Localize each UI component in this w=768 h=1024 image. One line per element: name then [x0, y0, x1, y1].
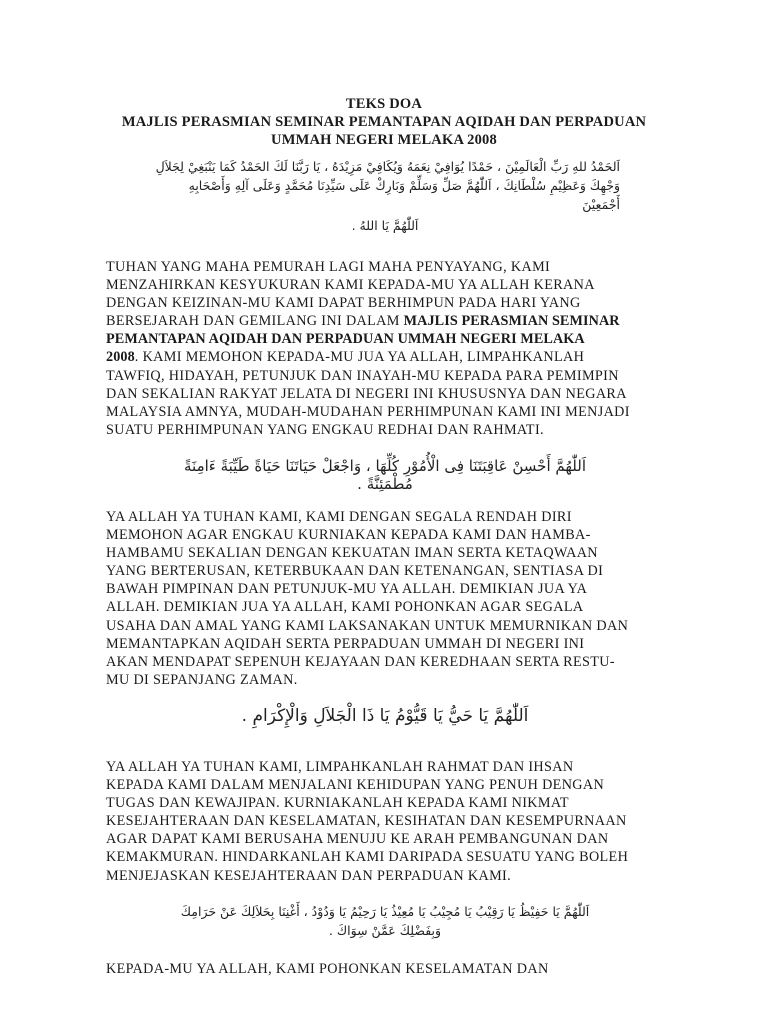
paragraph-line: MEMOHON AGAR ENGKAU KURNIAKAN KEPADA KAMI DAN HAMBA- — [106, 527, 591, 544]
paragraph-line: YANG BERTERUSAN, KETERBUKAAN DAN KETENANGAN, SENTIASA DI — [106, 563, 604, 580]
paragraph-line: MENZAHIRKAN KESYUKURAN KAMI KEPADA-MU YA ALLAH KERANA — [106, 277, 595, 294]
paragraph-line: BAWAH PIMPINAN DAN PETUNJUK-MU YA ALLAH. DEMIKIAN JUA YA — [106, 581, 588, 598]
paragraph-line: TAWFIQ, HIDAYAH, PETUNJUK DAN INAYAH-MU KEPADA PARA PEMIMPIN — [106, 367, 619, 384]
prayer-paragraph — [106, 508, 666, 689]
paragraph-line — [106, 312, 666, 330]
document-title — [90, 95, 678, 149]
paragraph-text: BERSEJARAH DAN GEMILANG INI DALAM — [106, 313, 404, 330]
prayer-paragraph — [106, 258, 666, 439]
paragraph-text: . KAMI MEMOHON KEPADA-MU JUA YA ALLAH, LIMPAHKANLAH — [134, 349, 585, 366]
paragraph-line: YA ALLAH YA TUHAN KAMI, LIMPAHKANLAH RAHMAT DAN IHSAN — [106, 759, 574, 775]
paragraph-line: MALAYSIA AMNYA, MUDAH-MUDAHAN PERHIMPUNAN KAMI INI MENJADI — [106, 403, 630, 420]
event-name-bold: 2008 — [106, 349, 135, 366]
paragraph-line: KESEJAHTERAAN DAN KESELAMATAN, KESIHATAN DAN KESEMPURNAAN — [106, 813, 627, 830]
arabic-verse: اَللّٰهُمَّ أَحْسِنْ عَاقِبَتَنَا فِى الْأُمُوْرِ كُلِّهَا ، وَاجْعَلْ حَيَاتَنَا حَيَاةً طَيِّبَةً ءَامِنَةً مُطْمَئِنَّةً . — [184, 457, 586, 493]
prayer-paragraph — [106, 960, 666, 978]
paragraph-line: KEMAKMURAN. HINDARKANLAH KAMI DARIPADA SESUATU YANG BOLEH — [106, 849, 629, 866]
paragraph-line: SUATU PERHIMPUNAN YANG ENGKAU REDHAI DAN RAHMATI. — [106, 421, 544, 438]
paragraph-line: DENGAN KEIZINAN-MU KAMI DAPAT BERHIMPUN PADA HARI YANG — [106, 295, 581, 312]
title-line: MAJLIS PERASMIAN SEMINAR PEMANTAPAN AQIDAH DAN PERPADUAN — [121, 114, 647, 130]
paragraph-line — [106, 348, 666, 366]
paragraph-line: TUGAS DAN KEWAJIPAN. KURNIAKANLAH KEPADA KAMI NIKMAT — [106, 795, 569, 812]
prayer-paragraph — [106, 758, 666, 885]
paragraph-line: ALLAH. DEMIKIAN JUA YA ALLAH, KAMI POHONKAN AGAR SEGALA — [106, 599, 584, 616]
paragraph-line: YA ALLAH YA TUHAN KAMI, KAMI DENGAN SEGALA RENDAH DIRI — [106, 509, 572, 525]
event-name-bold: PEMANTAPAN AQIDAH DAN PERPADUAN UMMAH NEGERI MELAKA — [106, 331, 585, 348]
paragraph-line: AGAR DAPAT KAMI BERUSAHA MENUJU KE ARAH PEMBANGUNAN DAN — [106, 831, 609, 848]
paragraph-line: HAMBAMU SEKALIAN DENGAN KEKUATAN IMAN SERTA KETAQWAAN — [106, 545, 598, 562]
arabic-opening-praise: اَلحَمْدُ للهِ رَبِّ الْعَالَمِيْنَ ، حَمْدًا يُوَافِيْ نِعَمَهُ وَيُكَافِيْ مَزِيْدَهُ ، يَا رَبَّنَا لَكَ الحَمْدُ كَمَا يَنْبَغِيْ لِجَلاَلِ وَجْهِكَ وَعَظِيْمِ سُلْطَانِكَ ، اَللّٰهُمَّ صَلِّ وَسَلِّمْ وَبَارِكْ عَلَى سَيِّدِنَا مُحَمَّدٍ وَعَلَى آلِهِ وَأَصْحَابِهِ أَجْمَعِيْنَ — [155, 159, 620, 212]
title-line: UMMAH NEGERI MELAKA 2008 — [271, 132, 497, 148]
paragraph-line: KEPADA KAMI DALAM MENJALANI KEHIDUPAN YANG PENUH DENGAN — [106, 777, 605, 794]
arabic-verse: اَللّٰهُمَّ يَا حَفِيْظُ يَا رَقِيْبُ يَا مُجِيْبُ يَا مُعِيْذُ يَا رَحِيْمُ يَا وَدُوْدُ ، أَغْنِنَا بِحَلاَلِكَ عَنْ حَرَامِكَ وَبِفَضْلِكَ عَمَّنْ سِوَاكَ . — [180, 904, 590, 938]
title-line: TEKS DOA — [345, 96, 423, 112]
paragraph-line: DAN SEKALIAN RAKYAT JELATA DI NEGERI INI KHUSUSNYA DAN NEGARA — [106, 385, 627, 402]
paragraph-line: KEPADA-MU YA ALLAH, KAMI POHONKAN KESELAMATAN DAN — [106, 961, 549, 977]
arabic-invocation: اَللّٰهُمَّ يَا اللهُ . — [351, 218, 419, 233]
arabic-verse: اَللّٰهُمَّ يَا حَيُّ يَا قَيُّوْمُ يَا ذَا الْجَلاَلِ وَالْإِكْرَامِ . — [241, 706, 529, 726]
event-name-bold: MAJLIS PERASMIAN SEMINAR — [403, 313, 620, 330]
paragraph-line: USAHA DAN AMAL YANG KAMI LAKSANAKAN UNTUK MEMURNIKAN DAN — [106, 617, 629, 634]
paragraph-line: MU DI SEPANJANG ZAMAN. — [106, 671, 298, 688]
paragraph-line: TUHAN YANG MAHA PEMURAH LAGI MAHA PENYAYANG, KAMI — [106, 259, 551, 275]
paragraph-line: MENJEJASKAN KESEJAHTERAAN DAN PERPADUAN KAMI. — [106, 867, 512, 884]
paragraph-line: MEMANTAPKAN AQIDAH SERTA PERPADUAN UMMAH DI NEGERI INI — [106, 635, 585, 652]
paragraph-line: AKAN MENDAPAT SEPENUH KEJAYAAN DAN KEREDHAAN SERTA RESTU- — [106, 653, 615, 670]
